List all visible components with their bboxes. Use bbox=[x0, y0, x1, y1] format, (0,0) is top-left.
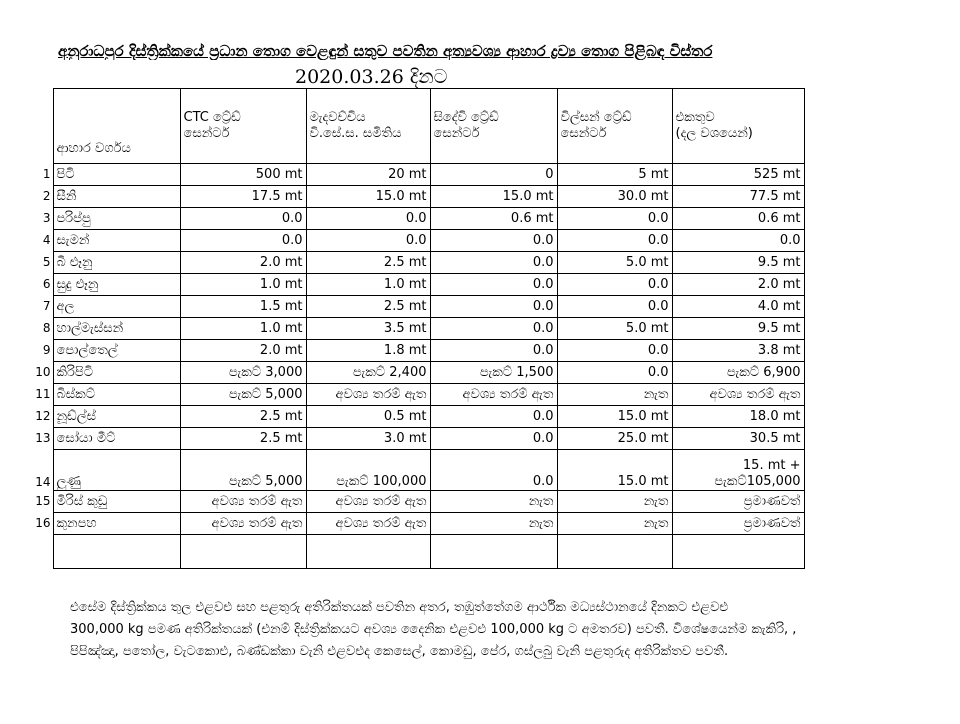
note-line: 300,000 kg පමණ අතිරික්තයක් (එනම් දිස්ත්‍රික්කයට අවශ්‍ය දෛනික එළවළු 100,000 kg ට අමතරව) පවතී. විශේෂයෙන්ම කැකිරි, , bbox=[70, 622, 797, 637]
row-number: 5 bbox=[42, 255, 51, 269]
stock-value-cell: 0.0 bbox=[430, 230, 557, 252]
stock-value-cell: 1.8 mt bbox=[306, 340, 430, 362]
stock-value-cell: ප්‍රමාණවත් bbox=[672, 491, 804, 513]
stock-value-cell: 9.5 mt bbox=[672, 252, 804, 274]
stock-value-cell: 1.0 mt bbox=[180, 274, 306, 296]
table-row bbox=[29, 406, 804, 428]
stock-value-cell: 2.5 mt bbox=[306, 296, 430, 318]
stock-table bbox=[29, 88, 805, 569]
stock-value-cell: 20 mt bbox=[306, 164, 430, 186]
stock-value-cell: අවශ්‍ය තරම් ඇත bbox=[306, 491, 430, 513]
item-name-cell: සීනි bbox=[53, 186, 180, 208]
stock-value-cell: 1.5 mt bbox=[180, 296, 306, 318]
stock-value-cell: 3.0 mt bbox=[306, 428, 430, 450]
header-total: එකතුව (දල වශයෙන්) bbox=[672, 89, 804, 164]
row-number: 9 bbox=[42, 343, 51, 357]
table-row bbox=[29, 513, 804, 535]
table-row bbox=[29, 318, 804, 340]
stock-value-cell: 2.0 mt bbox=[180, 340, 306, 362]
item-name-cell: කුනපහ bbox=[53, 513, 180, 535]
stock-value-cell: 0.0 bbox=[430, 340, 557, 362]
row-number bbox=[29, 535, 53, 569]
table-row bbox=[29, 208, 804, 230]
stock-value-cell: 30.0 mt bbox=[557, 186, 672, 208]
table-empty-row bbox=[29, 535, 804, 569]
empty-cell bbox=[306, 535, 430, 569]
stock-value-cell: පැකට් 100,000 bbox=[306, 450, 430, 491]
stock-value-cell: අවශ්‍ය තරම් ඇත bbox=[180, 513, 306, 535]
item-name-cell: බිස්කට් bbox=[53, 384, 180, 406]
empty-cell bbox=[180, 535, 306, 569]
stock-value-cell: 0.0 bbox=[180, 208, 306, 230]
header-ctc: CTC ට්‍රේඩ් සෙන්ටර් bbox=[180, 89, 306, 164]
item-name-cell: පොල්තෙල් bbox=[53, 340, 180, 362]
table-row bbox=[29, 340, 804, 362]
document-title: අනුරාධපුර දිස්ත්‍රික්කයේ ප්‍රධාන තොග වෙළඳුන් සතුව පවතින අත්‍යවශ්‍ය ආහාර ද්‍රව්‍ය තොග පිළිබඳ විස්තර bbox=[58, 42, 713, 60]
stock-value-cell: නැත bbox=[430, 513, 557, 535]
item-name-cell: ලුණු bbox=[53, 450, 180, 491]
stock-value-cell: 25.0 mt bbox=[557, 428, 672, 450]
table-row bbox=[29, 230, 804, 252]
stock-value-cell: 2.5 mt bbox=[180, 406, 306, 428]
item-name-cell: නූඩ්ල්ස් bbox=[53, 406, 180, 428]
stock-value-cell: 30.5 mt bbox=[672, 428, 804, 450]
empty-cell bbox=[672, 535, 804, 569]
row-number: 10 bbox=[35, 365, 51, 379]
stock-value-cell: නැත bbox=[557, 384, 672, 406]
stock-value-cell: 0.0 bbox=[306, 230, 430, 252]
stock-value-cell: 0.0 bbox=[430, 406, 557, 428]
stock-value-cell: 0.6 mt bbox=[430, 208, 557, 230]
item-name-cell: මිරිස් කුඩු bbox=[53, 491, 180, 513]
table-row bbox=[29, 362, 804, 384]
stock-value-cell: අවශ්‍ය තරම් ඇත bbox=[430, 384, 557, 406]
row-number: 12 bbox=[35, 409, 51, 423]
item-name-cell: පරිප්පු bbox=[53, 208, 180, 230]
stock-value-cell: 0.0 bbox=[557, 362, 672, 384]
stock-value-cell: 500 mt bbox=[180, 164, 306, 186]
stock-value-cell: පැකට් 3,000 bbox=[180, 362, 306, 384]
header-medawachchiya: මැදවච්චිය වි.සේ.ස. සමිතිය bbox=[306, 89, 430, 164]
item-name-cell: කිරිපිටි bbox=[53, 362, 180, 384]
stock-value-cell: 5 mt bbox=[557, 164, 672, 186]
stock-value-cell: 15.0 mt bbox=[557, 406, 672, 428]
stock-value-cell: අවශ්‍ය තරම් ඇත bbox=[672, 384, 804, 406]
stock-value-cell: ප්‍රමාණවත් bbox=[672, 513, 804, 535]
stock-value-cell: 15. mt + පැකට්105,000 bbox=[672, 450, 804, 491]
stock-value-cell: නැත bbox=[557, 491, 672, 513]
table-row bbox=[29, 252, 804, 274]
item-name-cell: සුදු ළූනු bbox=[53, 274, 180, 296]
stock-value-cell: 2.0 mt bbox=[180, 252, 306, 274]
stock-value-cell: පැකට් 2,400 bbox=[306, 362, 430, 384]
row-number: 11 bbox=[35, 387, 51, 401]
stock-value-cell: 15.0 mt bbox=[430, 186, 557, 208]
table-row bbox=[29, 491, 804, 513]
stock-value-cell: 3.5 mt bbox=[306, 318, 430, 340]
row-number: 2 bbox=[42, 189, 51, 203]
stock-value-cell: අවශ්‍ය තරම් ඇත bbox=[306, 513, 430, 535]
document-date: 2020.03.26 දිනට bbox=[295, 66, 448, 88]
stock-value-cell: 5.0 mt bbox=[557, 318, 672, 340]
empty-cell bbox=[557, 535, 672, 569]
stock-value-cell: 0.0 bbox=[306, 208, 430, 230]
table-row bbox=[29, 164, 804, 186]
stock-value-cell: අවශ්‍ය තරම් ඇත bbox=[306, 384, 430, 406]
stock-value-cell: 0.0 bbox=[557, 230, 672, 252]
stock-value-cell: 525 mt bbox=[672, 164, 804, 186]
header-wilson: විල්සන් ට්‍රේඩ් සෙන්ටර් bbox=[557, 89, 672, 164]
note-line: එසේම දිස්ත්‍රික්කය තුල එළවළු සහ පළතුරු අතිරික්තයක් පවතින අතර, තඹුත්තේගම ආර්ථික මධ්‍යස්ථානයේ දිනකට එළවළු bbox=[70, 600, 729, 615]
stock-value-cell: 17.5 mt bbox=[180, 186, 306, 208]
row-number: 1 bbox=[42, 167, 51, 181]
stock-value-cell: 0.5 mt bbox=[306, 406, 430, 428]
stock-value-cell: පැකට් 5,000 bbox=[180, 384, 306, 406]
stock-value-cell: 3.8 mt bbox=[672, 340, 804, 362]
item-name-cell: බී ළූනු bbox=[53, 252, 180, 274]
item-name-cell: අල bbox=[53, 296, 180, 318]
stock-value-cell: පැකට් 1,500 bbox=[430, 362, 557, 384]
stock-value-cell: 0.0 bbox=[430, 274, 557, 296]
stock-value-cell: 9.5 mt bbox=[672, 318, 804, 340]
item-name-cell: හාල්මැස්සන් bbox=[53, 318, 180, 340]
row-number: 13 bbox=[35, 431, 51, 445]
table-row bbox=[29, 186, 804, 208]
stock-value-cell: 0.6 mt bbox=[672, 208, 804, 230]
row-number: 7 bbox=[42, 299, 51, 313]
stock-value-cell: 0.0 bbox=[430, 252, 557, 274]
stock-value-cell: අවශ්‍ය තරම් ඇත bbox=[180, 491, 306, 513]
stock-value-cell: 0.0 bbox=[557, 208, 672, 230]
stock-value-cell: 77.5 mt bbox=[672, 186, 804, 208]
table-row bbox=[29, 296, 804, 318]
stock-value-cell: 0 bbox=[430, 164, 557, 186]
stock-value-cell: පැකට් 6,900 bbox=[672, 362, 804, 384]
stock-value-cell: 2.0 mt bbox=[672, 274, 804, 296]
row-number: 6 bbox=[42, 277, 51, 291]
empty-cell bbox=[430, 535, 557, 569]
table-row bbox=[29, 450, 804, 491]
summary-note bbox=[70, 597, 900, 663]
item-name-cell: පිටි bbox=[53, 164, 180, 186]
stock-value-cell: පැකට් 5,000 bbox=[180, 450, 306, 491]
table-row bbox=[29, 274, 804, 296]
table-header-row bbox=[29, 89, 804, 164]
row-number: 16 bbox=[35, 516, 51, 530]
header-sidevi: සිදේවි ට්‍රේඩ් සෙන්ටර් bbox=[430, 89, 557, 164]
item-name-cell: සෝයා මීට් bbox=[53, 428, 180, 450]
stock-value-cell: 2.5 mt bbox=[306, 252, 430, 274]
row-number: 4 bbox=[42, 233, 51, 247]
item-name-cell: සැමන් bbox=[53, 230, 180, 252]
empty-cell bbox=[53, 535, 180, 569]
stock-value-cell: 1.0 mt bbox=[306, 274, 430, 296]
stock-value-cell: 0.0 bbox=[557, 274, 672, 296]
row-number: 3 bbox=[42, 211, 51, 225]
row-number: 15 bbox=[35, 494, 51, 508]
stock-value-cell: 0.0 bbox=[672, 230, 804, 252]
stock-value-cell: 0.0 bbox=[557, 340, 672, 362]
stock-value-cell: 4.0 mt bbox=[672, 296, 804, 318]
stock-value-cell: 1.0 mt bbox=[180, 318, 306, 340]
stock-value-cell: 0.0 bbox=[430, 450, 557, 491]
stock-value-cell: නැත bbox=[557, 513, 672, 535]
stock-value-cell: 0.0 bbox=[430, 428, 557, 450]
note-line: පිපිඤ්ඤා, පතෝල, වැටකොළු, බණ්ඩක්කා වැනි එළවළුද කෙසෙල්, කොමඩු, පේර, ගස්ලබු වැනි පළතුරුද අතිරික්තව පවතී. bbox=[70, 644, 729, 659]
stock-value-cell: නැත bbox=[430, 491, 557, 513]
stock-value-cell: 18.0 mt bbox=[672, 406, 804, 428]
table-row bbox=[29, 384, 804, 406]
stock-value-cell: 0.0 bbox=[430, 296, 557, 318]
stock-value-cell: 5.0 mt bbox=[557, 252, 672, 274]
row-number: 8 bbox=[42, 321, 51, 335]
stock-value-cell: 0.0 bbox=[180, 230, 306, 252]
stock-value-cell: 15.0 mt bbox=[306, 186, 430, 208]
stock-value-cell: 0.0 bbox=[557, 296, 672, 318]
header-item: ආහාර වර්ගය bbox=[53, 89, 180, 164]
table-row bbox=[29, 428, 804, 450]
stock-value-cell: 0.0 bbox=[430, 318, 557, 340]
stock-value-cell: 2.5 mt bbox=[180, 428, 306, 450]
stock-value-cell: 15.0 mt bbox=[557, 450, 672, 491]
row-number: 14 bbox=[35, 474, 51, 489]
